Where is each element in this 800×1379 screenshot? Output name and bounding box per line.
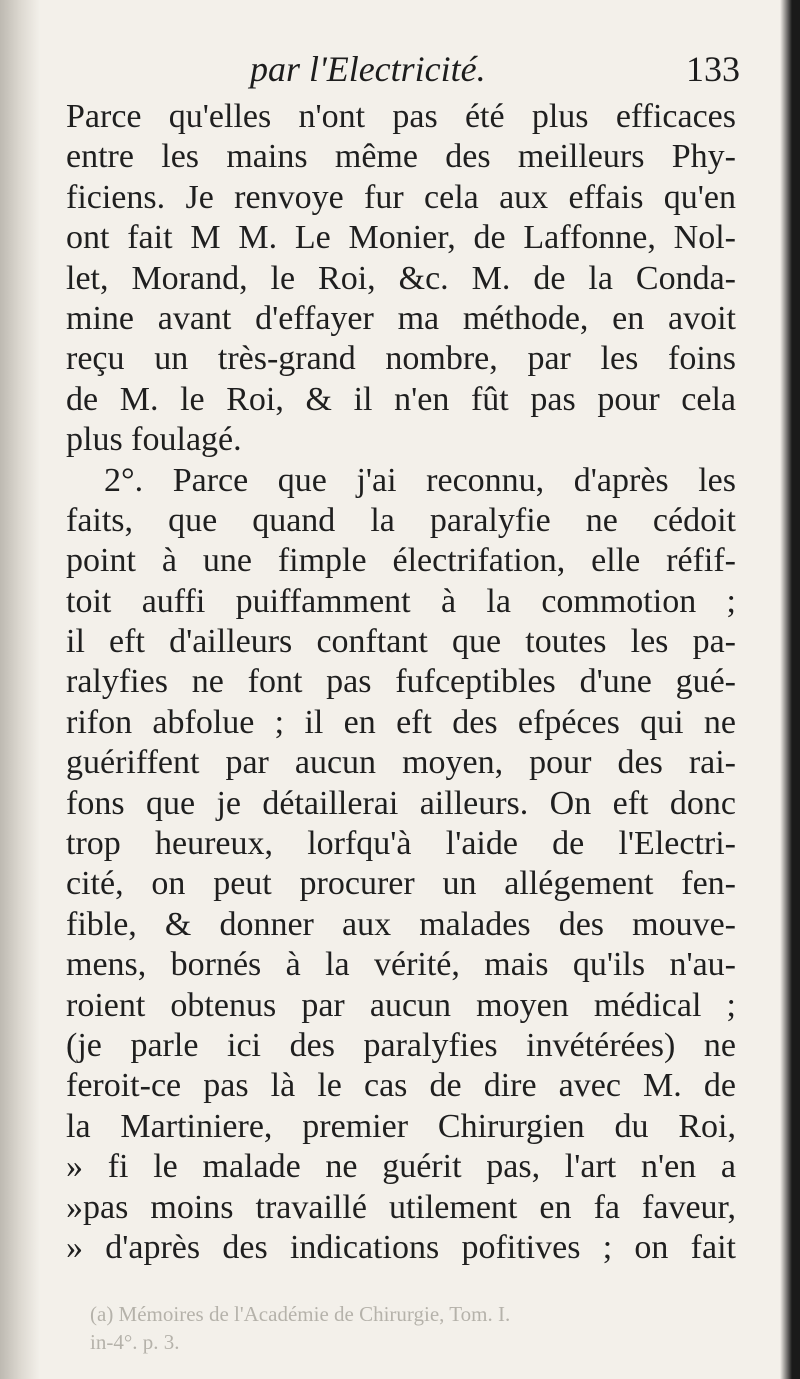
page-number: 133 [686, 49, 740, 89]
footnote-bleed-through [90, 1300, 740, 1356]
text-line: ralyfies ne font pas fufceptibles d'une gué- [66, 663, 736, 701]
text-line: »pas moins travaillé utilement en fa faveur, [66, 1188, 736, 1226]
text-line: reçu un très-grand nombre, par les foins [66, 340, 736, 378]
running-head: par l'Electricité. [250, 49, 486, 89]
text-line: entre les mains même des meilleurs Phy- [66, 138, 736, 176]
text-line: faits, que quand la paralyfie ne cédoit [66, 501, 736, 539]
text-line: ficiens. Je renvoye fur cela aux effais qu'en [66, 178, 736, 216]
text-line: rifon abfolue ; il en eft des efpéces qui ne [66, 703, 736, 741]
text-line: trop heureux, lorfqu'à l'aide de l'Electri- [66, 825, 736, 863]
text-line: roient obtenus par aucun moyen médical ; [66, 986, 736, 1024]
text-line: » fi le malade ne guérit pas, l'art n'en a [66, 1148, 736, 1186]
page-header [250, 48, 740, 98]
text-line: fible, & donner aux malades des mouve- [66, 905, 736, 943]
footnote-line: (a) Mémoires de l'Académie de Chirurgie, Tom. I. [90, 1302, 511, 1326]
text-line: cité, on peut procurer un allégement fen- [66, 865, 736, 903]
text-line: ont fait M M. Le Monier, de Laffonne, Nol- [66, 219, 736, 257]
text-line: 2°. Parce que j'ai reconnu, d'après les [104, 461, 736, 499]
text-line: mine avant d'effayer ma méthode, en avoit [66, 299, 736, 337]
page-edge [780, 0, 800, 1379]
text-line: Parce qu'elles n'ont pas été plus efficaces [66, 98, 736, 135]
text-line: point à une fimple électrifation, elle réfif- [66, 542, 736, 580]
body-text [66, 97, 736, 1268]
text-line: let, Morand, le Roi, &c. M. de la Conda- [66, 259, 736, 297]
text-line: la Martiniere, premier Chirurgien du Roi, [66, 1107, 736, 1145]
text-line: il eft d'ailleurs conftant que toutes les pa- [66, 623, 736, 661]
text-line: feroit-ce pas là le cas de dire avec M. de [66, 1067, 736, 1105]
text-line: guériffent par aucun moyen, pour des rai- [66, 744, 736, 782]
text-line: plus foulagé. [66, 421, 242, 459]
text-line: » d'après des indications pofitives ; on fait [66, 1228, 736, 1266]
text-line: toit auffi puiffamment à la commotion ; [66, 582, 736, 620]
text-line: de M. le Roi, & il n'en fût pas pour cela [66, 380, 736, 418]
binding-shadow [0, 0, 40, 1379]
text-line: fons que je détaillerai ailleurs. On eft donc [66, 784, 736, 822]
footnote-line: in-4°. p. 3. [90, 1330, 180, 1354]
text-line: mens, bornés à la vérité, mais qu'ils n'au- [66, 946, 736, 984]
text-line: (je parle ici des paralyfies invétérées) ne [66, 1026, 736, 1064]
